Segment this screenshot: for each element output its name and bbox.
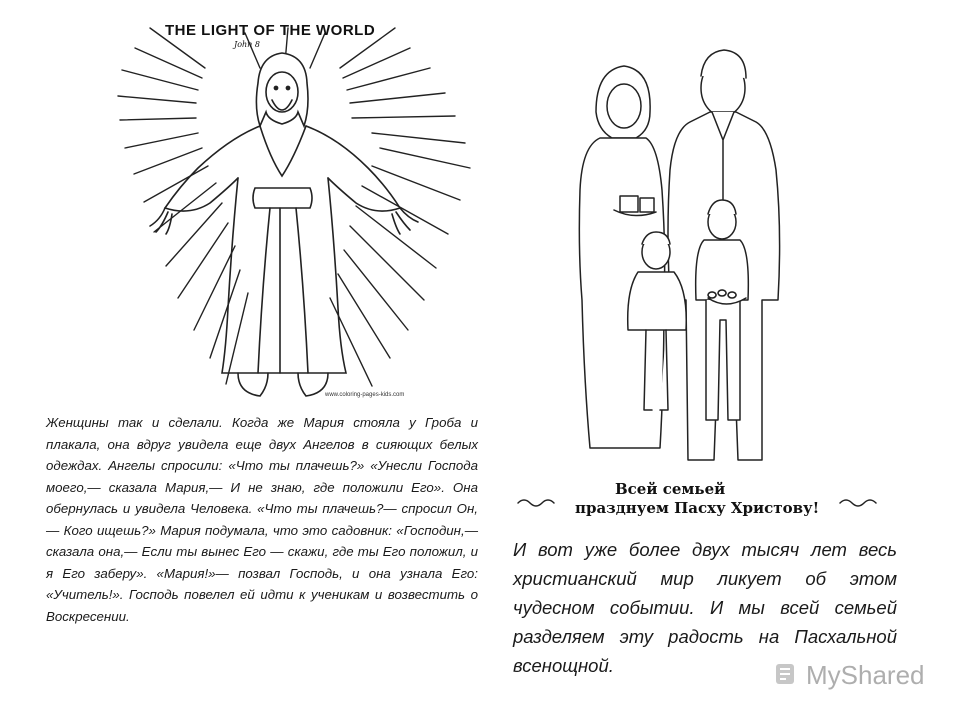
easter-paragraph: И вот уже более двух тысяч лет весь христианский мир ликует об этом чудесном событии. И мы всей семьей разделяем эту радость на Пасхальной всенощной. xyxy=(513,539,897,676)
story-paragraph: Женщины так и сделали. Когда же Мария стояла у Гроба и плакала, она вдруг увидела еще двух Ангелов в сияющих белых одеждах. Ангелы спросили: «Что ты плачешь?» «Унесли Господа моего,— сказала Мария,— И не знаю, где положили Его». Она обернулась и увидела Человека. «Что ты плачешь?— спросил Он,— Кого ищешь?» Мария подумала, что это садовник: «Господин,— сказала она,— Если ты вынес Его — скажи, где ты Его положил, и я Его заберу». «Мария!»— позвал Господь, и она узнала Его: «Учитель!». Господь повелел ей идти к ученикам и возвестить о Воскресении. xyxy=(46,415,478,624)
source-site-label: www.coloring-pages-kids.com xyxy=(325,392,405,398)
family-caption xyxy=(575,480,825,518)
family-illustration xyxy=(500,0,960,525)
scripture-reference: John 8 xyxy=(234,40,260,49)
watermark-text: MyShared xyxy=(806,660,925,690)
caption-line-1: Всей семьей xyxy=(615,480,726,498)
illustration-title: THE LIGHT OF THE WORLD xyxy=(165,22,376,39)
jesus-illustration xyxy=(110,8,510,406)
caption-line-2: празднуем Пасху Христову! xyxy=(575,499,820,517)
robed-figure xyxy=(150,53,418,396)
